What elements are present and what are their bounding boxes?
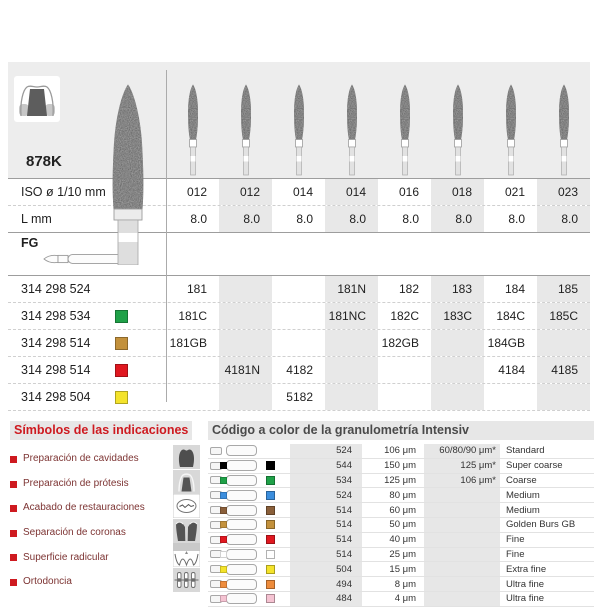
grit-alt-size	[424, 592, 500, 606]
product-code-cell	[537, 330, 590, 356]
grit-color-swatch	[266, 594, 275, 603]
grit-size: 40 μm	[389, 534, 416, 546]
product-table	[8, 62, 590, 402]
product-code-cell: 182GB	[381, 336, 419, 350]
bur-outline-icon	[208, 534, 266, 545]
grit-alt-size	[424, 562, 500, 576]
product-code-cell	[431, 384, 484, 410]
grit-color-swatch	[266, 506, 275, 515]
product-code-cell	[431, 357, 484, 383]
grit-size: 80 μm	[389, 489, 416, 501]
length-value-cell: 8.0	[508, 212, 525, 226]
iso-value-cell: 014	[325, 179, 378, 205]
product-code-cell	[325, 357, 378, 383]
iso-value-cell: 012	[186, 185, 207, 199]
order-ref: 314 298 534	[8, 303, 166, 329]
length-value-cell: 8.0	[402, 212, 419, 226]
bur-band-color	[220, 566, 227, 573]
order-row	[8, 384, 590, 411]
grit-code: 524	[290, 444, 362, 458]
product-code-cell: 184C	[496, 309, 525, 323]
bur-band-color	[220, 536, 227, 543]
grit-code: 534	[290, 474, 362, 488]
grit-legend-row	[208, 474, 594, 489]
grit-legend-row	[208, 562, 594, 577]
order-ref: 314 298 524	[21, 282, 91, 296]
iso-value-cell: 018	[431, 179, 484, 205]
grit-legend-row	[208, 488, 594, 503]
grit-color-swatch	[266, 491, 275, 500]
bur-outline-icon	[208, 549, 266, 560]
product-code-cell: 4185	[537, 357, 590, 383]
bur-image-row	[166, 62, 590, 178]
product-code-cell	[537, 384, 590, 410]
grit-name: Ultra fine	[506, 578, 545, 590]
bur-outline-icon	[208, 579, 266, 590]
length-row-label: L mm	[21, 212, 52, 226]
product-code-cell: 181	[186, 282, 207, 296]
red-bullet-icon	[10, 530, 17, 537]
grit-color-swatch	[266, 535, 275, 544]
bur-image	[431, 62, 484, 178]
bur-band-color	[220, 492, 227, 499]
grit-color-swatch	[266, 520, 275, 529]
red-bullet-icon	[10, 505, 17, 512]
product-code-cell: 182C	[390, 309, 419, 323]
product-code-cell: 182	[398, 282, 419, 296]
product-code-cell: 181C	[178, 309, 207, 323]
tooth-shape-icon	[14, 76, 60, 122]
grit-legend-row	[208, 518, 594, 533]
product-code-cell	[272, 330, 325, 356]
red-bullet-icon	[10, 456, 17, 463]
table-header	[8, 62, 590, 178]
shank-row-label: FG	[8, 233, 166, 275]
bur-image-large	[106, 83, 150, 270]
indication-item: Superficie radicular	[10, 543, 204, 568]
grit-legend-row	[208, 577, 594, 592]
grit-code: 514	[290, 518, 362, 532]
bur-band-color	[220, 507, 227, 514]
grit-alt-size	[424, 548, 500, 562]
product-code-cell: 4182	[286, 363, 313, 377]
bur-band-color	[220, 581, 227, 588]
red-bullet-icon	[10, 481, 17, 488]
indication-item: Ortodoncia	[10, 568, 204, 593]
grit-name: Super coarse	[506, 460, 563, 472]
length-value-cell: 8.0	[431, 206, 484, 232]
product-code-cell	[166, 357, 219, 383]
orthodontics-icon	[173, 568, 204, 597]
grit-size: 4 μm	[394, 593, 416, 605]
bur-outline-icon	[208, 445, 266, 456]
grit-name: Fine	[506, 534, 525, 546]
product-code-cell: 4184	[498, 363, 525, 377]
grit-color-swatch	[115, 310, 128, 323]
grit-code: 514	[290, 533, 362, 547]
grit-legend-table	[208, 444, 594, 607]
grit-legend-title: Código a color de la granulometría Intensiv	[208, 421, 594, 440]
grit-alt-size	[424, 488, 500, 502]
indication-item: Preparación de cavidades	[10, 445, 204, 470]
iso-value-cell: 023	[537, 179, 590, 205]
indications-title: Símbolos de las indicaciones	[10, 421, 192, 440]
grit-code: 514	[290, 503, 362, 517]
bur-outline-icon	[208, 460, 266, 471]
grit-alt-size	[424, 577, 500, 591]
grit-size: 8 μm	[394, 578, 416, 590]
iso-value-cell: 012	[219, 179, 272, 205]
product-code-cell	[325, 384, 378, 410]
length-value-cell: 8.0	[190, 212, 207, 226]
bur-band-color	[220, 551, 227, 558]
grit-size: 125 μm	[384, 474, 416, 486]
bur-outline-icon	[208, 505, 266, 516]
red-bullet-icon	[10, 579, 17, 586]
product-code-cell: 183	[431, 276, 484, 302]
bur-outline-icon	[208, 490, 266, 501]
product-code-cell: 5182	[286, 390, 313, 404]
grit-code: 504	[290, 562, 362, 576]
grit-name: Coarse	[506, 474, 537, 486]
bur-image	[325, 62, 378, 178]
order-ref: 314 298 514	[8, 330, 166, 356]
grit-alt-size: 125 μm*	[424, 459, 500, 473]
grit-size: 150 μm	[384, 460, 416, 472]
order-rows	[8, 276, 590, 411]
grit-alt-size	[424, 518, 500, 532]
grit-name: Fine	[506, 548, 525, 560]
grit-color-swatch	[266, 565, 275, 574]
grit-color-swatch	[115, 337, 128, 350]
product-code-cell: 181N	[325, 276, 378, 302]
order-ref: 314 298 504	[8, 384, 166, 410]
grit-legend-row	[208, 459, 594, 474]
grit-legend-section	[208, 421, 594, 607]
product-code-cell: 183C	[431, 303, 484, 329]
grit-name: Medium	[506, 489, 540, 501]
grit-size: 60 μm	[389, 504, 416, 516]
grit-color-swatch	[115, 391, 128, 404]
product-code-cell	[378, 384, 431, 410]
grit-name: Golden Burs GB	[506, 519, 576, 531]
length-value-cell: 8.0	[325, 206, 378, 232]
order-row	[8, 357, 590, 384]
iso-diameter-row	[8, 178, 590, 206]
grit-code: 494	[290, 577, 362, 591]
grit-name: Standard	[506, 445, 545, 457]
grit-legend-row	[208, 592, 594, 607]
grit-alt-size	[424, 533, 500, 547]
indications-section	[10, 421, 204, 593]
grit-size: 106 μm	[384, 445, 416, 457]
order-row	[8, 303, 590, 330]
product-code-cell	[431, 330, 484, 356]
grit-legend-row	[208, 533, 594, 548]
red-bullet-icon	[10, 554, 17, 561]
grit-legend-row	[208, 503, 594, 518]
grit-color-swatch	[266, 580, 275, 589]
length-value-cell: 8.0	[219, 206, 272, 232]
grit-color-swatch	[266, 461, 275, 470]
bur-image	[484, 62, 537, 178]
product-code-cell	[219, 330, 272, 356]
indication-item: Preparación de prótesis	[10, 470, 204, 495]
bur-outline-icon	[208, 593, 266, 604]
grit-alt-size: 106 μm*	[424, 474, 500, 488]
iso-value-cell: 016	[398, 185, 419, 199]
shank-row	[8, 233, 590, 276]
grit-code: 524	[290, 488, 362, 502]
grit-code: 544	[290, 459, 362, 473]
bur-outline-icon	[208, 519, 266, 530]
bur-image	[537, 62, 590, 178]
product-code-cell: 185	[537, 276, 590, 302]
product-code-cell: 184	[504, 282, 525, 296]
iso-value-cell: 021	[504, 185, 525, 199]
grit-name: Ultra fine	[506, 593, 545, 605]
grit-legend-row	[208, 444, 594, 459]
indication-item: Acabado de restauraciones	[10, 494, 204, 519]
grit-color-swatch	[266, 476, 275, 485]
grit-legend-row	[208, 548, 594, 563]
bur-band-color	[220, 521, 227, 528]
product-code-cell	[272, 276, 325, 302]
grit-color-swatch	[115, 364, 128, 377]
product-code-cell	[484, 384, 537, 410]
product-code-cell: 185C	[537, 303, 590, 329]
indications-list	[10, 445, 204, 593]
length-row	[8, 206, 590, 233]
bur-band-color	[220, 477, 227, 484]
bur-outline-icon	[208, 564, 266, 575]
length-value-cell: 8.0	[537, 206, 590, 232]
product-code-cell	[378, 357, 431, 383]
table-column-divider	[166, 70, 167, 402]
bur-image	[166, 62, 219, 178]
order-row	[8, 330, 590, 357]
product-code-cell: 4181N	[219, 357, 272, 383]
bur-image	[378, 62, 431, 178]
model-number: 878K	[26, 153, 62, 170]
grit-name: Extra fine	[506, 563, 547, 575]
product-code-cell	[166, 384, 219, 410]
bur-image	[219, 62, 272, 178]
product-code-cell: 181NC	[325, 303, 378, 329]
product-code-cell: 181GB	[169, 336, 207, 350]
grit-color-swatch	[266, 550, 275, 559]
product-code-cell	[219, 303, 272, 329]
grit-code: 484	[290, 592, 362, 606]
grit-alt-size: 60/80/90 μm*	[424, 444, 500, 458]
length-value-cell: 8.0	[296, 212, 313, 226]
indication-item: Separación de coronas	[10, 519, 204, 544]
iso-value-cell: 014	[292, 185, 313, 199]
grit-size: 25 μm	[389, 548, 416, 560]
product-code-cell	[272, 303, 325, 329]
bur-band-color	[220, 595, 227, 602]
bur-outline-icon	[208, 475, 266, 486]
iso-row-label: ISO ø 1/10 mm	[21, 185, 106, 199]
product-code-cell	[325, 330, 378, 356]
grit-size: 15 μm	[389, 563, 416, 575]
grit-size: 50 μm	[389, 519, 416, 531]
grit-code: 514	[290, 548, 362, 562]
product-code-cell	[219, 384, 272, 410]
product-code-cell	[219, 276, 272, 302]
order-ref: 314 298 514	[8, 357, 166, 383]
order-row	[8, 276, 590, 303]
grit-alt-size	[424, 503, 500, 517]
bur-image	[272, 62, 325, 178]
product-code-cell: 184GB	[487, 336, 525, 350]
bur-band-color	[220, 462, 227, 469]
grit-name: Medium	[506, 504, 540, 516]
